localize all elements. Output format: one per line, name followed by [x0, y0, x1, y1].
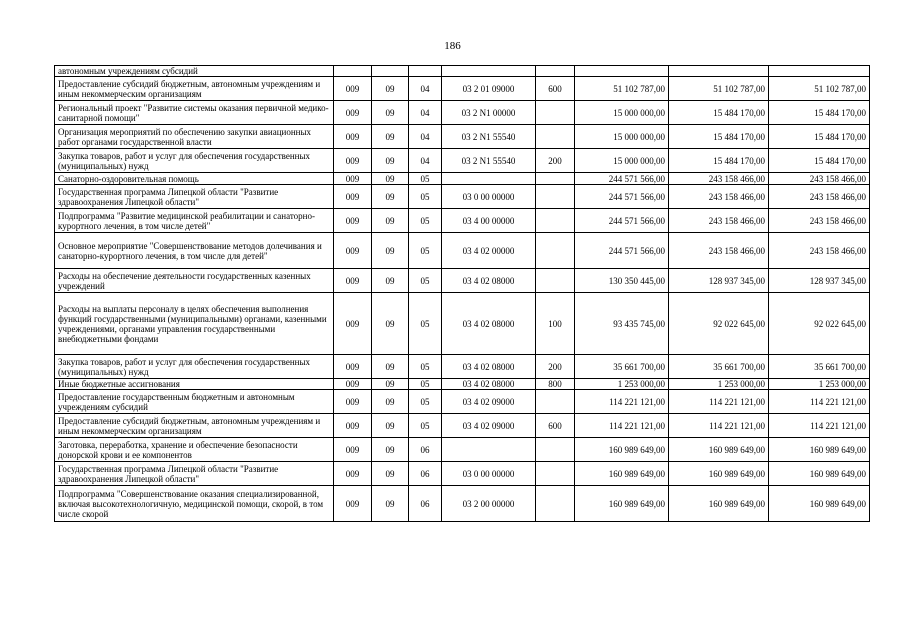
target-article-cell: 03 0 00 00000	[442, 462, 536, 486]
amount-year2-cell: 128 937 345,00	[669, 269, 769, 293]
amount-year3-cell: 1 253 000,00	[769, 379, 870, 390]
table-body	[55, 66, 870, 522]
amount-year3-cell	[769, 66, 870, 77]
amount-year3-cell: 15 484 170,00	[769, 149, 870, 173]
ved-code-cell: 009	[334, 390, 372, 414]
subsection-code-cell: 05	[409, 390, 442, 414]
amount-year2-cell: 15 484 170,00	[669, 125, 769, 149]
ved-code-cell	[334, 66, 372, 77]
amount-year1-cell: 160 989 649,00	[575, 438, 669, 462]
amount-year1-cell: 35 661 700,00	[575, 355, 669, 379]
table-row	[55, 462, 870, 486]
section-code-cell: 09	[372, 149, 409, 173]
table-row	[55, 77, 870, 101]
table-row	[55, 149, 870, 173]
row-name-cell: Организация мероприятий по обеспечению закупки авиационных работ органами государственной власти	[55, 125, 334, 149]
table-row	[55, 233, 870, 269]
subsection-code-cell: 05	[409, 355, 442, 379]
section-code-cell: 09	[372, 462, 409, 486]
expense-type-cell	[536, 269, 575, 293]
ved-code-cell: 009	[334, 185, 372, 209]
amount-year3-cell: 160 989 649,00	[769, 438, 870, 462]
amount-year3-cell: 114 221 121,00	[769, 414, 870, 438]
expense-type-cell	[536, 101, 575, 125]
amount-year1-cell: 51 102 787,00	[575, 77, 669, 101]
amount-year3-cell: 243 158 466,00	[769, 209, 870, 233]
amount-year1-cell: 244 571 566,00	[575, 209, 669, 233]
section-code-cell: 09	[372, 125, 409, 149]
ved-code-cell: 009	[334, 77, 372, 101]
ved-code-cell: 009	[334, 149, 372, 173]
amount-year2-cell: 160 989 649,00	[669, 486, 769, 522]
section-code-cell: 09	[372, 233, 409, 269]
subsection-code-cell: 04	[409, 125, 442, 149]
amount-year2-cell: 160 989 649,00	[669, 438, 769, 462]
ved-code-cell: 009	[334, 269, 372, 293]
target-article-cell: 03 4 02 08000	[442, 269, 536, 293]
amount-year3-cell: 243 158 466,00	[769, 185, 870, 209]
table-row	[55, 185, 870, 209]
amount-year1-cell: 93 435 745,00	[575, 293, 669, 355]
ved-code-cell: 009	[334, 125, 372, 149]
amount-year1-cell: 1 253 000,00	[575, 379, 669, 390]
subsection-code-cell: 05	[409, 173, 442, 185]
section-code-cell: 09	[372, 185, 409, 209]
expense-type-cell: 600	[536, 414, 575, 438]
subsection-code-cell: 06	[409, 462, 442, 486]
subsection-code-cell: 05	[409, 414, 442, 438]
section-code-cell	[372, 66, 409, 77]
table-row	[55, 293, 870, 355]
target-article-cell: 03 4 00 00000	[442, 209, 536, 233]
amount-year2-cell: 243 158 466,00	[669, 233, 769, 269]
expense-type-cell	[536, 486, 575, 522]
amount-year3-cell: 128 937 345,00	[769, 269, 870, 293]
table-row	[55, 173, 870, 185]
subsection-code-cell: 05	[409, 269, 442, 293]
subsection-code-cell: 04	[409, 77, 442, 101]
expense-type-cell: 200	[536, 355, 575, 379]
target-article-cell: 03 2 00 00000	[442, 486, 536, 522]
amount-year3-cell: 243 158 466,00	[769, 233, 870, 269]
subsection-code-cell: 05	[409, 209, 442, 233]
expense-type-cell	[536, 233, 575, 269]
section-code-cell: 09	[372, 438, 409, 462]
amount-year3-cell: 51 102 787,00	[769, 77, 870, 101]
subsection-code-cell: 04	[409, 101, 442, 125]
section-code-cell: 09	[372, 269, 409, 293]
table-row	[55, 209, 870, 233]
target-article-cell	[442, 438, 536, 462]
amount-year2-cell: 243 158 466,00	[669, 185, 769, 209]
target-article-cell: 03 2 N1 00000	[442, 101, 536, 125]
row-name-cell: Расходы на обеспечение деятельности государственных казенных учреждений	[55, 269, 334, 293]
amount-year2-cell: 114 221 121,00	[669, 390, 769, 414]
target-article-cell: 03 2 N1 55540	[442, 149, 536, 173]
row-name-cell: Иные бюджетные ассигнования	[55, 379, 334, 390]
page-number: 186	[444, 40, 461, 52]
amount-year2-cell: 1 253 000,00	[669, 379, 769, 390]
row-name-cell: Основное мероприятие "Совершенствование методов долечивания и санаторно-курортного лечения, в том числе для детей"	[55, 233, 334, 269]
amount-year2-cell	[669, 66, 769, 77]
row-name-cell: Подпрограмма "Совершенствование оказания специализированной, включая высокотехнологичную, медицинской помощи, скорой, в том числе скорой	[55, 486, 334, 522]
expense-type-cell	[536, 125, 575, 149]
ved-code-cell: 009	[334, 293, 372, 355]
ved-code-cell: 009	[334, 462, 372, 486]
row-name-cell: Государственная программа Липецкой области "Развитие здравоохранения Липецкой области"	[55, 462, 334, 486]
ved-code-cell: 009	[334, 173, 372, 185]
amount-year1-cell: 114 221 121,00	[575, 390, 669, 414]
expense-type-cell	[536, 209, 575, 233]
section-code-cell: 09	[372, 209, 409, 233]
subsection-code-cell: 06	[409, 438, 442, 462]
table-row	[55, 438, 870, 462]
amount-year1-cell: 244 571 566,00	[575, 173, 669, 185]
target-article-cell	[442, 66, 536, 77]
table-row	[55, 390, 870, 414]
subsection-code-cell: 05	[409, 379, 442, 390]
ved-code-cell: 009	[334, 209, 372, 233]
amount-year1-cell	[575, 66, 669, 77]
target-article-cell: 03 4 02 08000	[442, 355, 536, 379]
row-name-cell: Расходы на выплаты персоналу в целях обеспечения выполнения функций государственными (муниципальными) органами, казенными учреждениями, органами управления государственными внебюджетными фондами	[55, 293, 334, 355]
expense-type-cell	[536, 185, 575, 209]
amount-year2-cell: 114 221 121,00	[669, 414, 769, 438]
amount-year2-cell: 35 661 700,00	[669, 355, 769, 379]
amount-year1-cell: 160 989 649,00	[575, 462, 669, 486]
ved-code-cell: 009	[334, 233, 372, 269]
row-name-cell: Подпрограмма "Развитие медицинской реабилитации и санаторно-курортного лечения, в том числе детей"	[55, 209, 334, 233]
row-name-cell: Предоставление субсидий бюджетным, автономным учреждениям и иным некоммерческим организациям	[55, 77, 334, 101]
table-row	[55, 125, 870, 149]
amount-year2-cell: 15 484 170,00	[669, 101, 769, 125]
section-code-cell: 09	[372, 293, 409, 355]
ved-code-cell: 009	[334, 486, 372, 522]
budget-table	[54, 65, 870, 522]
subsection-code-cell: 06	[409, 486, 442, 522]
amount-year1-cell: 15 000 000,00	[575, 125, 669, 149]
ved-code-cell: 009	[334, 414, 372, 438]
expense-type-cell	[536, 66, 575, 77]
row-name-cell: Предоставление субсидий бюджетным, автономным учреждениям и иным некоммерческим организациям	[55, 414, 334, 438]
amount-year3-cell: 243 158 466,00	[769, 173, 870, 185]
expense-type-cell: 600	[536, 77, 575, 101]
amount-year3-cell: 35 661 700,00	[769, 355, 870, 379]
section-code-cell: 09	[372, 101, 409, 125]
target-article-cell: 03 4 02 08000	[442, 379, 536, 390]
amount-year1-cell: 130 350 445,00	[575, 269, 669, 293]
section-code-cell: 09	[372, 390, 409, 414]
amount-year1-cell: 244 571 566,00	[575, 233, 669, 269]
expense-type-cell	[536, 390, 575, 414]
expense-type-cell: 800	[536, 379, 575, 390]
amount-year1-cell: 15 000 000,00	[575, 149, 669, 173]
amount-year3-cell: 114 221 121,00	[769, 390, 870, 414]
expense-type-cell	[536, 173, 575, 185]
section-code-cell: 09	[372, 77, 409, 101]
target-article-cell: 03 4 02 00000	[442, 233, 536, 269]
section-code-cell: 09	[372, 414, 409, 438]
subsection-code-cell: 05	[409, 293, 442, 355]
row-name-cell: Заготовка, переработка, хранение и обеспечение безопасности донорской крови и ее компонентов	[55, 438, 334, 462]
amount-year2-cell: 51 102 787,00	[669, 77, 769, 101]
amount-year3-cell: 92 022 645,00	[769, 293, 870, 355]
row-name-cell: Санаторно-оздоровительная помощь	[55, 173, 334, 185]
subsection-code-cell: 05	[409, 233, 442, 269]
row-name-cell: Региональный проект "Развитие системы оказания первичной медико-санитарной помощи"	[55, 101, 334, 125]
amount-year2-cell: 243 158 466,00	[669, 209, 769, 233]
section-code-cell: 09	[372, 173, 409, 185]
ved-code-cell: 009	[334, 355, 372, 379]
target-article-cell: 03 2 01 09000	[442, 77, 536, 101]
amount-year2-cell: 92 022 645,00	[669, 293, 769, 355]
row-name-cell: Предоставление государственным бюджетным и автономным учреждениям субсидий	[55, 390, 334, 414]
table-row	[55, 355, 870, 379]
target-article-cell: 03 0 00 00000	[442, 185, 536, 209]
table-row	[55, 414, 870, 438]
subsection-code-cell	[409, 66, 442, 77]
table-row	[55, 101, 870, 125]
target-article-cell: 03 4 02 09000	[442, 414, 536, 438]
target-article-cell: 03 2 N1 55540	[442, 125, 536, 149]
amount-year3-cell: 15 484 170,00	[769, 101, 870, 125]
table-row	[55, 486, 870, 522]
amount-year3-cell: 160 989 649,00	[769, 462, 870, 486]
amount-year1-cell: 160 989 649,00	[575, 486, 669, 522]
expense-type-cell: 200	[536, 149, 575, 173]
ved-code-cell: 009	[334, 379, 372, 390]
table-row	[55, 66, 870, 77]
table-row	[55, 379, 870, 390]
amount-year1-cell: 15 000 000,00	[575, 101, 669, 125]
amount-year2-cell: 243 158 466,00	[669, 173, 769, 185]
expense-type-cell	[536, 462, 575, 486]
row-name-cell: Закупка товаров, работ и услуг для обеспечения государственных (муниципальных) нужд	[55, 355, 334, 379]
table-row	[55, 269, 870, 293]
subsection-code-cell: 04	[409, 149, 442, 173]
amount-year1-cell: 114 221 121,00	[575, 414, 669, 438]
ved-code-cell: 009	[334, 101, 372, 125]
amount-year2-cell: 160 989 649,00	[669, 462, 769, 486]
amount-year1-cell: 244 571 566,00	[575, 185, 669, 209]
amount-year3-cell: 160 989 649,00	[769, 486, 870, 522]
ved-code-cell: 009	[334, 438, 372, 462]
section-code-cell: 09	[372, 355, 409, 379]
target-article-cell: 03 4 02 09000	[442, 390, 536, 414]
row-name-cell: Государственная программа Липецкой области "Развитие здравоохранения Липецкой области"	[55, 185, 334, 209]
amount-year3-cell: 15 484 170,00	[769, 125, 870, 149]
target-article-cell	[442, 173, 536, 185]
row-name-cell: автономным учреждениям субсидий	[55, 66, 334, 77]
amount-year2-cell: 15 484 170,00	[669, 149, 769, 173]
subsection-code-cell: 05	[409, 185, 442, 209]
expense-type-cell	[536, 438, 575, 462]
section-code-cell: 09	[372, 379, 409, 390]
row-name-cell: Закупка товаров, работ и услуг для обеспечения государственных (муниципальных) нужд	[55, 149, 334, 173]
expense-type-cell: 100	[536, 293, 575, 355]
target-article-cell: 03 4 02 08000	[442, 293, 536, 355]
section-code-cell: 09	[372, 486, 409, 522]
